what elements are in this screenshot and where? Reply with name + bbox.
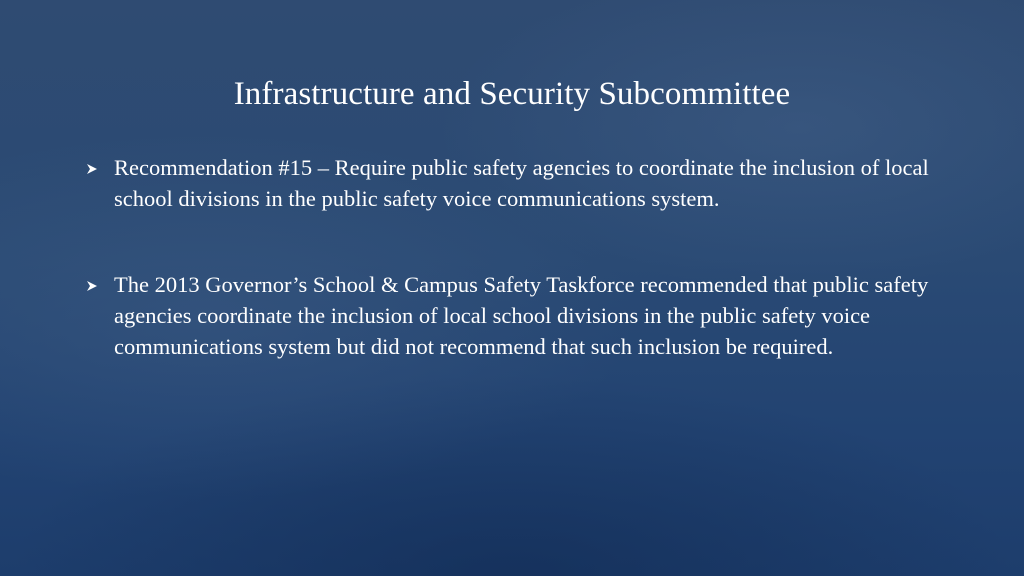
- bullet-text: Recommendation #15 – Require public safety agencies to coordinate the inclusion of local school divisions in the public safety voice communications system.: [114, 155, 929, 211]
- arrowhead-bullet-icon: [86, 163, 98, 175]
- bullet-item: [84, 269, 944, 362]
- arrowhead-bullet-icon: [86, 280, 98, 292]
- slide-title: Infrastructure and Security Subcommittee: [233, 76, 791, 112]
- bullet-list: [84, 152, 944, 362]
- bullet-text: The 2013 Governor’s School & Campus Safety Taskforce recommended that public safety agencies coordinate the inclusion of local school divisions in the public safety voice communications system but did not recommend that such inclusion be required.: [114, 272, 929, 359]
- bullet-item: [84, 152, 944, 214]
